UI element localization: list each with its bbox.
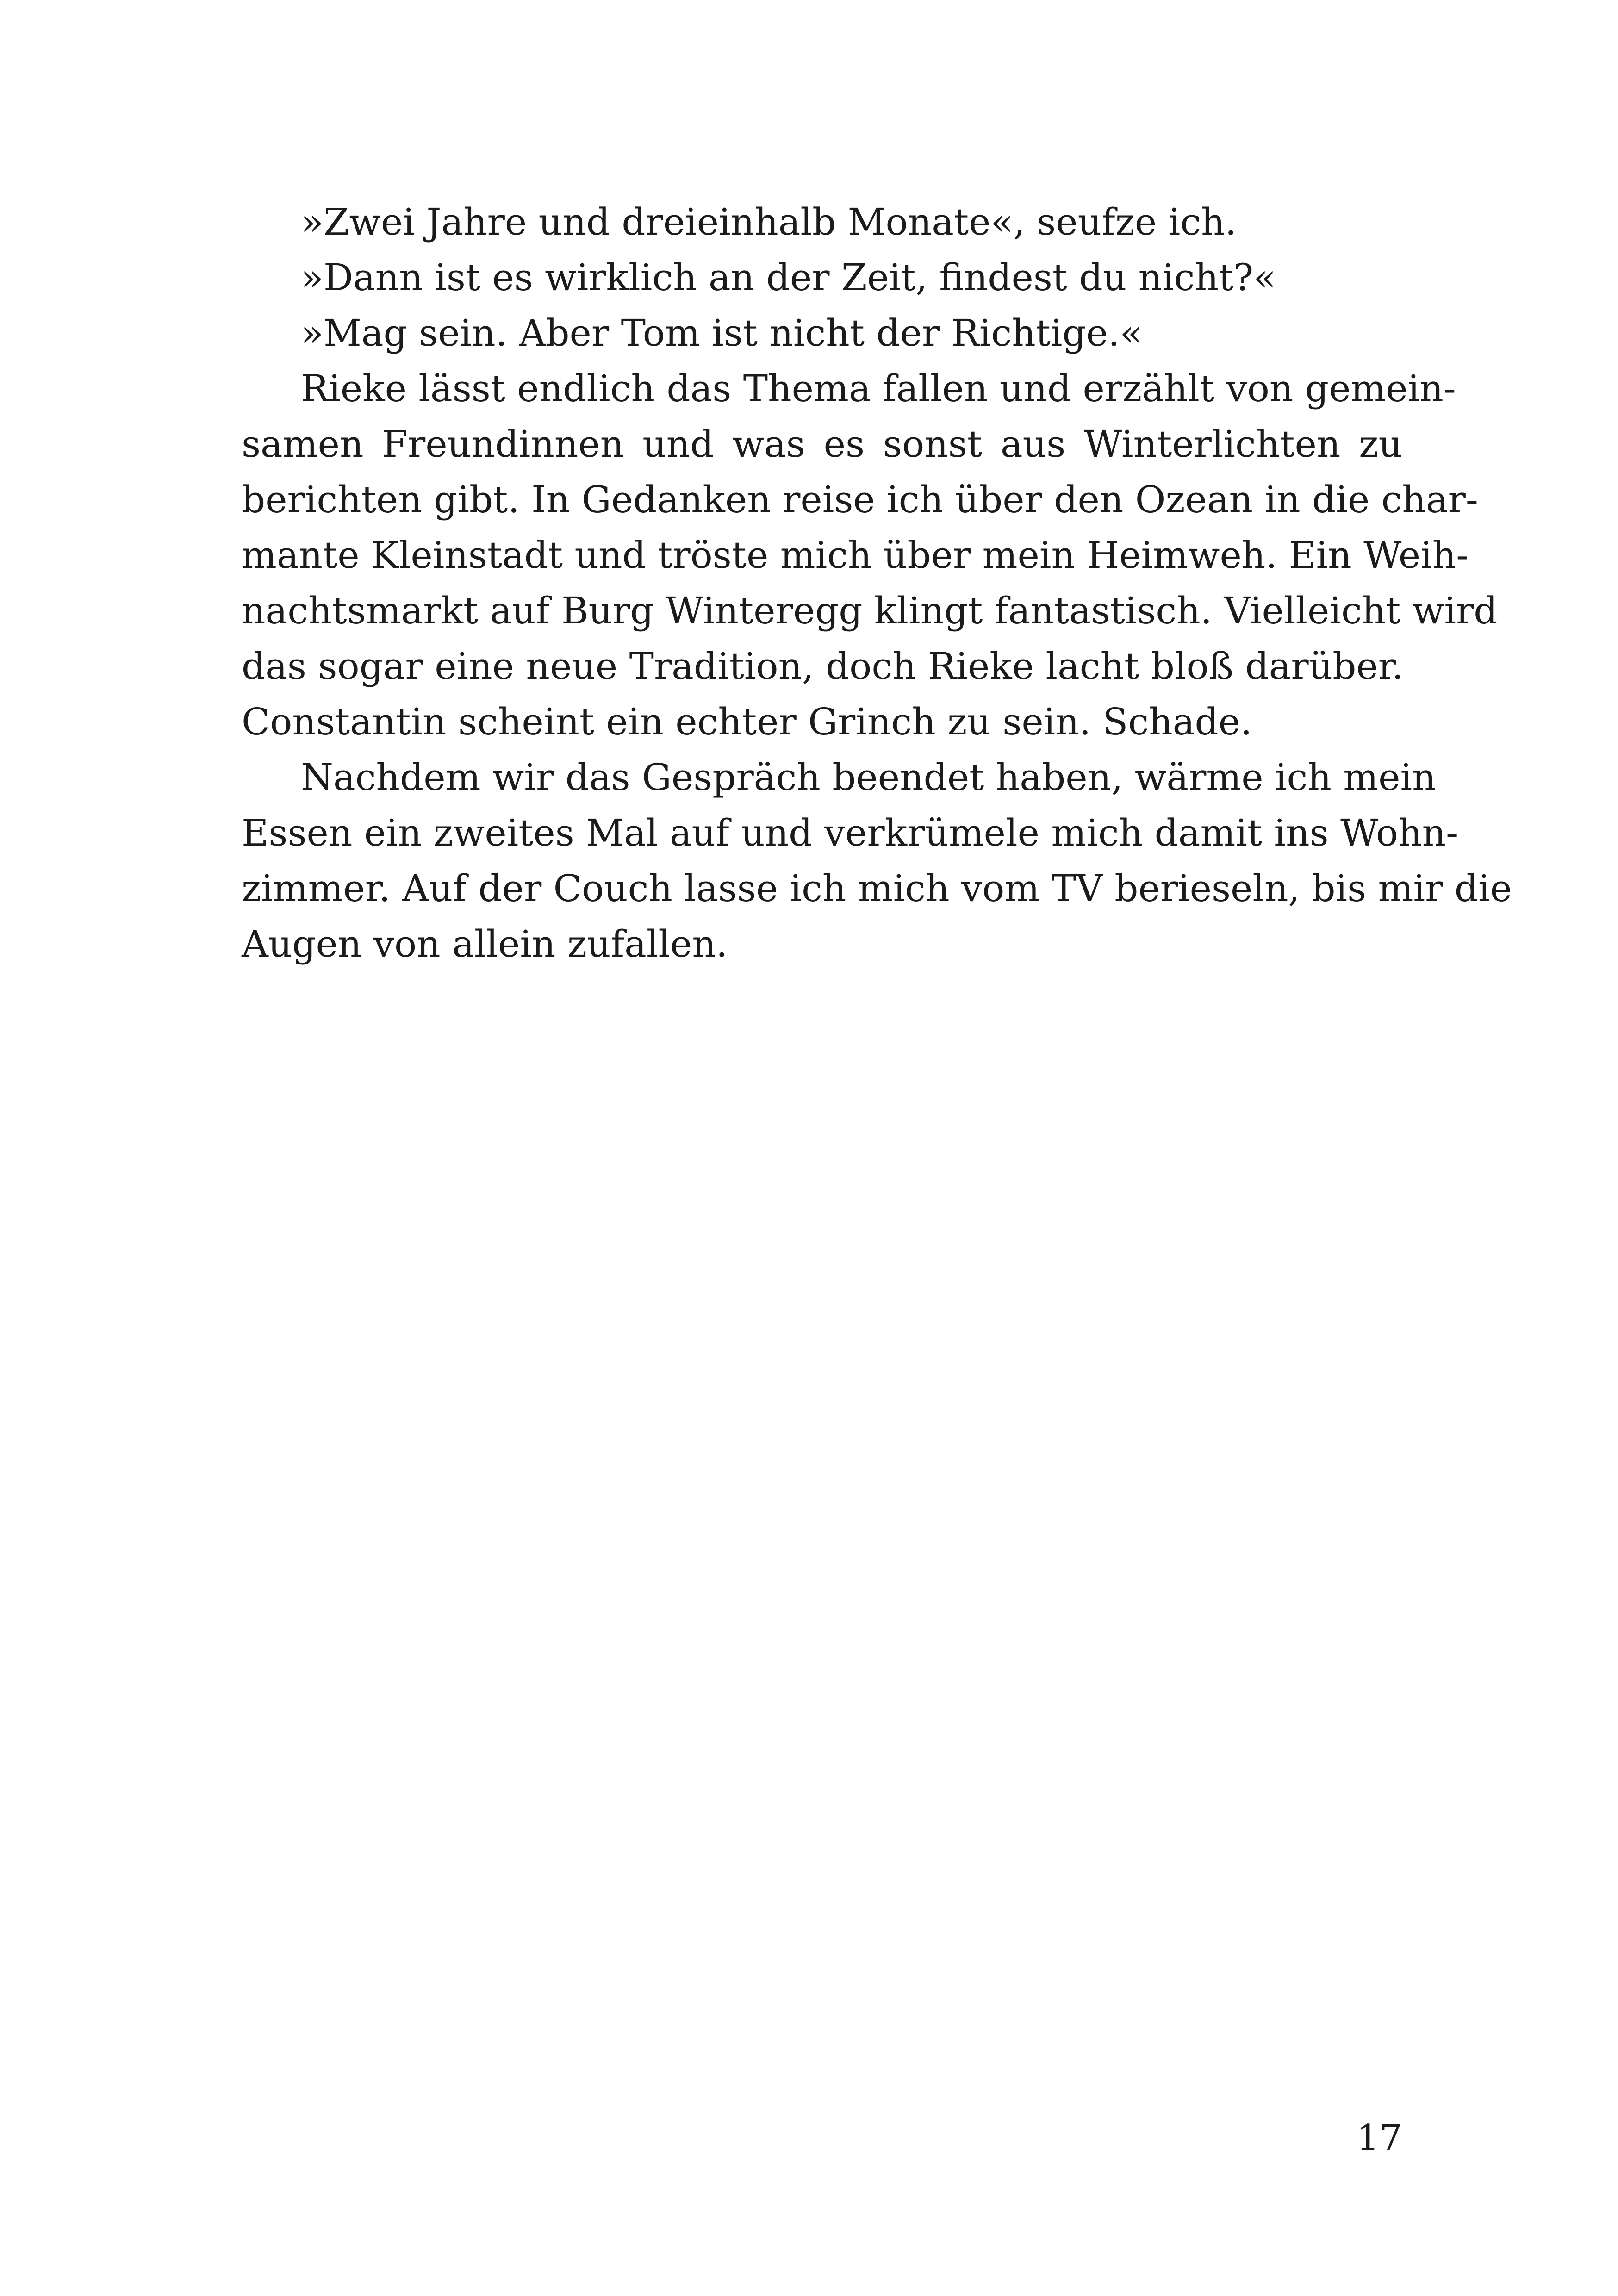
paragraph-4 <box>242 361 1498 750</box>
text-line: das sogar eine neue Tradition, doch Rieke lacht bloß darüber. <box>242 645 1404 688</box>
text-line: zimmer. Auf der Couch lasse ich mich vom TV berieseln, bis mir die <box>242 867 1512 910</box>
text-line: Augen von allein zufallen. <box>242 922 728 965</box>
paragraph-2 <box>242 250 1402 305</box>
text-line: samen Freundinnen und was es sonst aus Winterlichten zu <box>242 423 1402 466</box>
paragraph-3 <box>242 305 1402 361</box>
text-line: »Mag sein. Aber Tom ist nicht der Richtige.« <box>301 311 1143 355</box>
text-line: Rieke lässt endlich das Thema fallen und erzählt von gemein- <box>301 367 1456 410</box>
body-text <box>242 194 1512 972</box>
paragraph-5 <box>242 750 1512 972</box>
page-number: 17 <box>1356 2117 1402 2159</box>
text-line: »Zwei Jahre und dreieinhalb Monate«, seufze ich. <box>301 200 1237 243</box>
text-line: nachtsmarkt auf Burg Winteregg klingt fantastisch. Vielleicht wird <box>242 589 1498 632</box>
text-line: Constantin scheint ein echter Grinch zu sein. Schade. <box>242 700 1252 743</box>
text-line: Nachdem wir das Gespräch beendet haben, wärme ich mein <box>301 756 1436 799</box>
paragraph-1 <box>242 194 1402 250</box>
text-line: »Dann ist es wirklich an der Zeit, findest du nicht?« <box>301 256 1276 299</box>
text-line: Essen ein zweites Mal auf und verkrümele mich damit ins Wohn- <box>242 811 1459 854</box>
text-line: mante Kleinstadt und tröste mich über mein Heimweh. Ein Weih- <box>242 534 1469 577</box>
text-line: berichten gibt. In Gedanken reise ich über den Ozean in die char- <box>242 478 1478 521</box>
